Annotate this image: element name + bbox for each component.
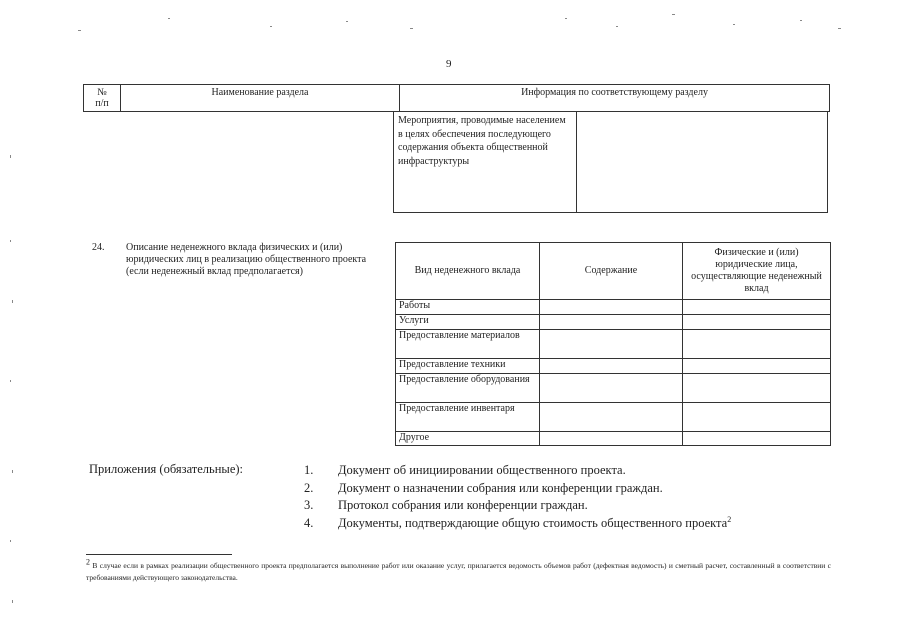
header-col-number: № п/п <box>84 85 121 112</box>
contribution-row-label: Предоставление инвентаря <box>396 403 540 432</box>
contribution-row-persons <box>683 315 831 330</box>
appendix-item-number: 3. <box>304 498 314 512</box>
footnote-reference: 2 <box>727 514 732 524</box>
item-24-number: 24. <box>92 242 105 253</box>
contribution-row-persons <box>683 432 831 446</box>
contribution-header-type: Вид неденежного вклада <box>396 243 540 300</box>
appendix-item-text-main: Документы, подтверждающие общую стоимость общественного проекта <box>338 515 728 530</box>
contribution-table <box>395 242 831 446</box>
contribution-row-content <box>540 330 683 359</box>
contribution-row <box>396 359 831 374</box>
contribution-header-content: Содержание <box>540 243 683 300</box>
contribution-row-label: Другое <box>396 432 540 446</box>
contribution-header-persons: Физические и (или) юридические лица, осуществляющие неденежный вклад <box>683 243 831 300</box>
appendix-item <box>304 462 731 480</box>
appendix-item <box>304 497 731 515</box>
header-col-section-name: Наименование раздела <box>121 85 400 112</box>
contribution-row-content <box>540 359 683 374</box>
footnote-text: В случае если в рамках реализации общественного проекта предполагается выполнение работ или оказание услуг, прилагается ведомость объемов работ (дефектная ведомость) и сметный расчет, составленный в соответствии с требованиями действующего законодательства. <box>86 561 831 582</box>
contribution-row <box>396 374 831 403</box>
contribution-row-content <box>540 403 683 432</box>
page-number: 9 <box>446 58 452 70</box>
measures-cell-divider <box>576 111 577 213</box>
contribution-row <box>396 300 831 315</box>
contribution-row-label: Предоставление техники <box>396 359 540 374</box>
contribution-row-persons <box>683 330 831 359</box>
appendix-item-text: Протокол собрания или конференции граждан. <box>338 498 588 512</box>
contribution-row-persons <box>683 403 831 432</box>
contribution-row-label: Работы <box>396 300 540 315</box>
appendix-list <box>304 462 731 532</box>
contribution-row-label: Предоставление оборудования <box>396 374 540 403</box>
contribution-row-persons <box>683 374 831 403</box>
header-col-info: Информация по соответствующему разделу <box>400 85 830 112</box>
footnote-mark: 2 <box>86 557 90 567</box>
footnote-separator <box>86 554 232 555</box>
contribution-row-content <box>540 374 683 403</box>
item-24-text: Описание неденежного вклада физических и (или) юридических лиц в реализацию общественного проекта (если неденежный вклад предполагается) <box>126 242 367 278</box>
header-table <box>83 84 830 112</box>
appendix-item-text <box>338 515 731 533</box>
appendix-item-number: 2. <box>304 480 314 495</box>
contribution-row-persons <box>683 300 831 315</box>
contribution-row-label: Предоставление материалов <box>396 330 540 359</box>
appendix-label: Приложения (обязательные): <box>89 462 244 476</box>
contribution-row <box>396 315 831 330</box>
contribution-row-content <box>540 432 683 446</box>
appendix-item-text: Документ об инициировании общественного проекта. <box>338 463 626 477</box>
measures-cell-text: Мероприятия, проводимые населением в целях обеспечения последующего содержания объекта общественной инфраструктуры <box>398 115 566 167</box>
appendix-item-number: 4. <box>304 515 314 530</box>
contribution-row-label: Услуги <box>396 315 540 330</box>
appendix-item-text: Документ о назначении собрания или конференции граждан. <box>338 480 663 495</box>
contribution-row-content <box>540 300 683 315</box>
appendix-item <box>304 515 731 533</box>
contribution-row <box>396 330 831 359</box>
contribution-row-content <box>540 315 683 330</box>
contribution-row-persons <box>683 359 831 374</box>
appendix-item-number: 1. <box>304 463 314 477</box>
contribution-row <box>396 432 831 446</box>
appendix-item <box>304 480 731 498</box>
footnote <box>86 557 831 584</box>
contribution-row <box>396 403 831 432</box>
